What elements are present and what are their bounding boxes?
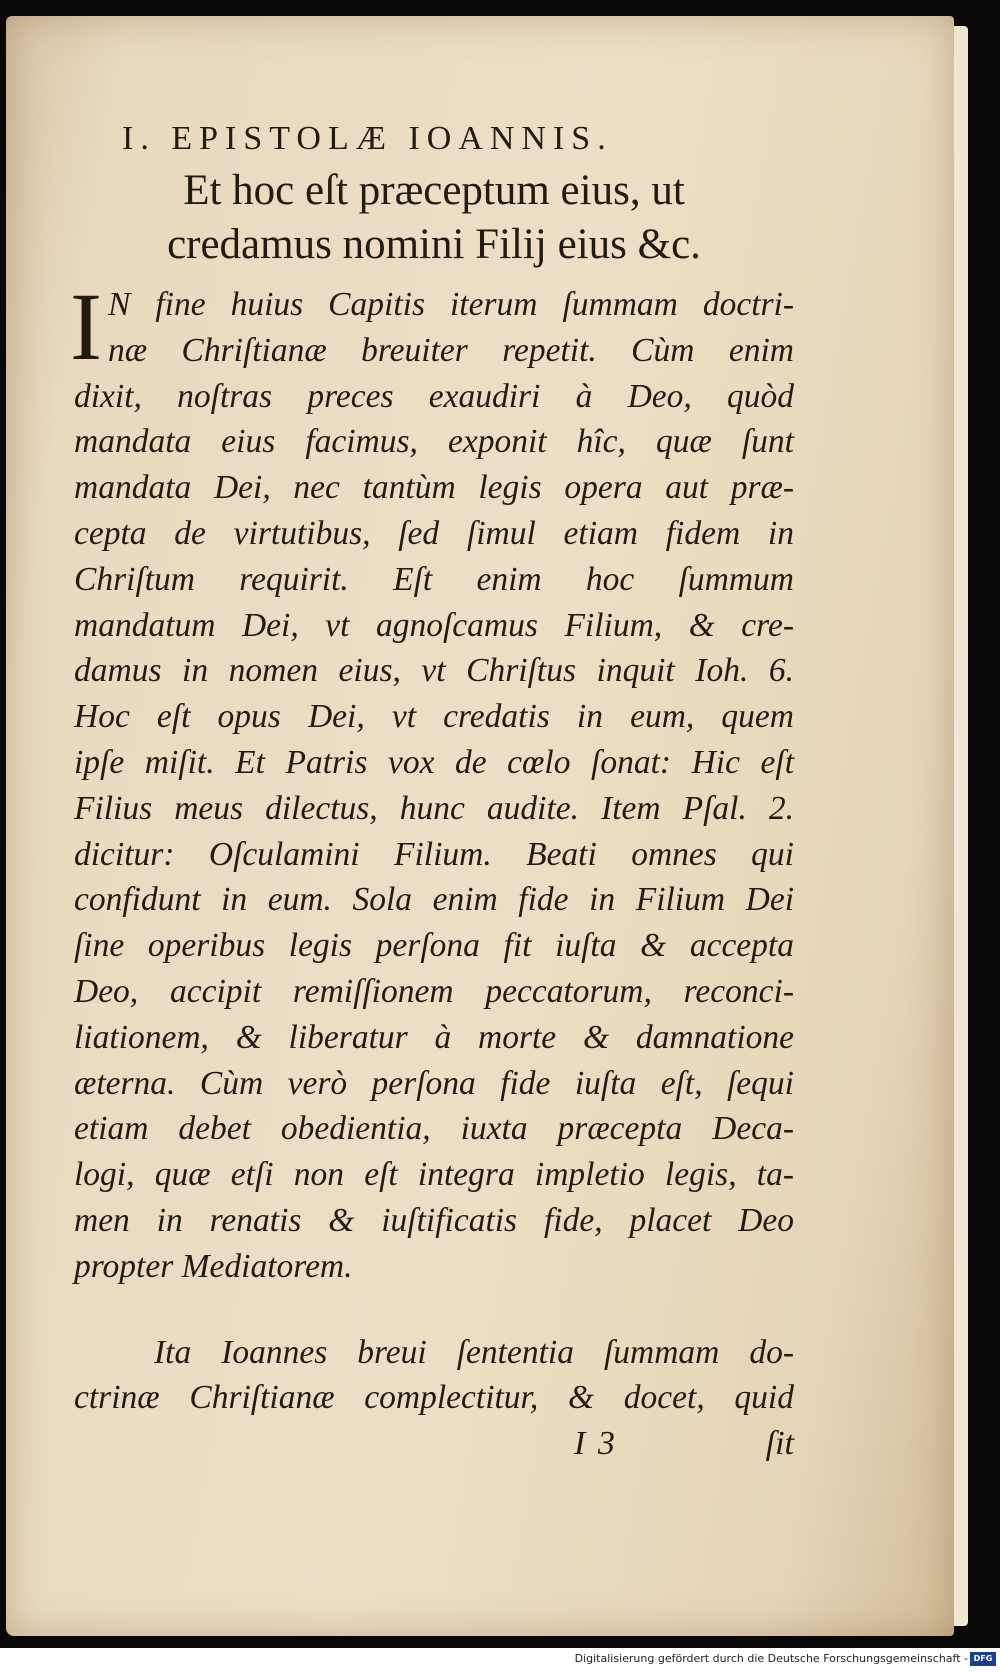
paragraph-1-line: mandata eius facimus, exponit hîc, quæ ſunt [74, 423, 794, 461]
paragraph-1-line: dixit, noſtras preces exaudiri à Deo, quòd [74, 377, 794, 415]
paragraph-2 [74, 1330, 794, 1422]
paragraph-1-line: Hoc eſt opus Dei, vt credatis in eum, quem [74, 698, 794, 736]
paragraph-2-line: ctrinæ Chriſtianæ complectitur, & docet, quid [74, 1379, 794, 1417]
paragraph-1-line: Filius meus dilectus, hunc audite. Item Pſal. 2. [74, 789, 794, 827]
signature-line [74, 1421, 794, 1467]
paragraph-1-line: ipſe miſit. Et Patris vox de cœlo ſonat: Hic eſt [74, 743, 794, 781]
running-head: I. EPISTOLÆ IOANNIS. [122, 120, 613, 157]
page-text [70, 120, 794, 1467]
paragraph-1 [70, 273, 794, 1290]
paragraph-1-line: Chriſtum requirit. Eſt enim hoc ſummum [74, 560, 794, 598]
paragraph-1-line: mandata Dei, nec tantùm legis opera aut præ- [74, 469, 794, 507]
paragraph-1-line: mandatum Dei, vt agnoſcamus Filium, & cre- [74, 606, 794, 644]
footer-bar [0, 1648, 1000, 1672]
paragraph-1-line: damus in nomen eius, vt Chriſtus inquit Ioh. 6. [74, 652, 794, 690]
paragraph-1-line: confidunt in eum. Sola enim fide in Filium Dei [74, 881, 794, 919]
page-edge [954, 26, 968, 1626]
paragraph-1-line: Deo, accipit remiſſionem peccatorum, reconci- [74, 972, 794, 1010]
drop-initial: I [70, 273, 102, 380]
section-title-line-2: credamus nomini Filij eius &c. [167, 221, 701, 268]
paragraph-1-line: dicitur: Oſculamini Filium. Beati omnes qui [74, 835, 794, 873]
paragraph-1-line: ſine operibus legis perſona fit iuſta & accepta [74, 927, 794, 965]
paragraph-2-line: Ita Ioannes breui ſententia ſummam do- [154, 1333, 794, 1371]
signature-mark: I 3 [574, 1425, 617, 1463]
dfg-logo: DFG [970, 1652, 996, 1666]
paragraph-1-line: logi, quæ etſi non eſt integra impletio legis, ta- [74, 1156, 794, 1194]
paragraph-1-line: men in renatis & iuſtificatis fide, placet Deo [74, 1201, 794, 1239]
footer-credit: Digitalisierung gefördert durch die Deutsche Forschungsgemeinschaft - [574, 1652, 968, 1665]
section-title-line-1: Et hoc eſt præceptum eius, ut [183, 167, 685, 214]
paragraph-1-line: liationem, & liberatur à morte & damnatione [74, 1018, 794, 1056]
catchword: ſit [765, 1425, 794, 1463]
section-title [74, 164, 794, 272]
paragraph-1-line: æterna. Cùm verò perſona fide iuſta eſt, ſequi [74, 1064, 794, 1102]
paragraph-1-line: etiam debet obedientia, iuxta præcepta Deca- [74, 1110, 794, 1148]
paragraph-1-line: propter Mediatorem. [74, 1247, 353, 1285]
book-page [6, 16, 954, 1636]
paragraph-1-line: N fine huius Capitis iterum ſummam doctri- [108, 286, 794, 323]
paragraph-1-line: næ Chriſtianæ breuiter repetit. Cùm enim [108, 331, 794, 369]
paragraph-1-line: cepta de virtutibus, ſed ſimul etiam fidem in [74, 514, 794, 552]
